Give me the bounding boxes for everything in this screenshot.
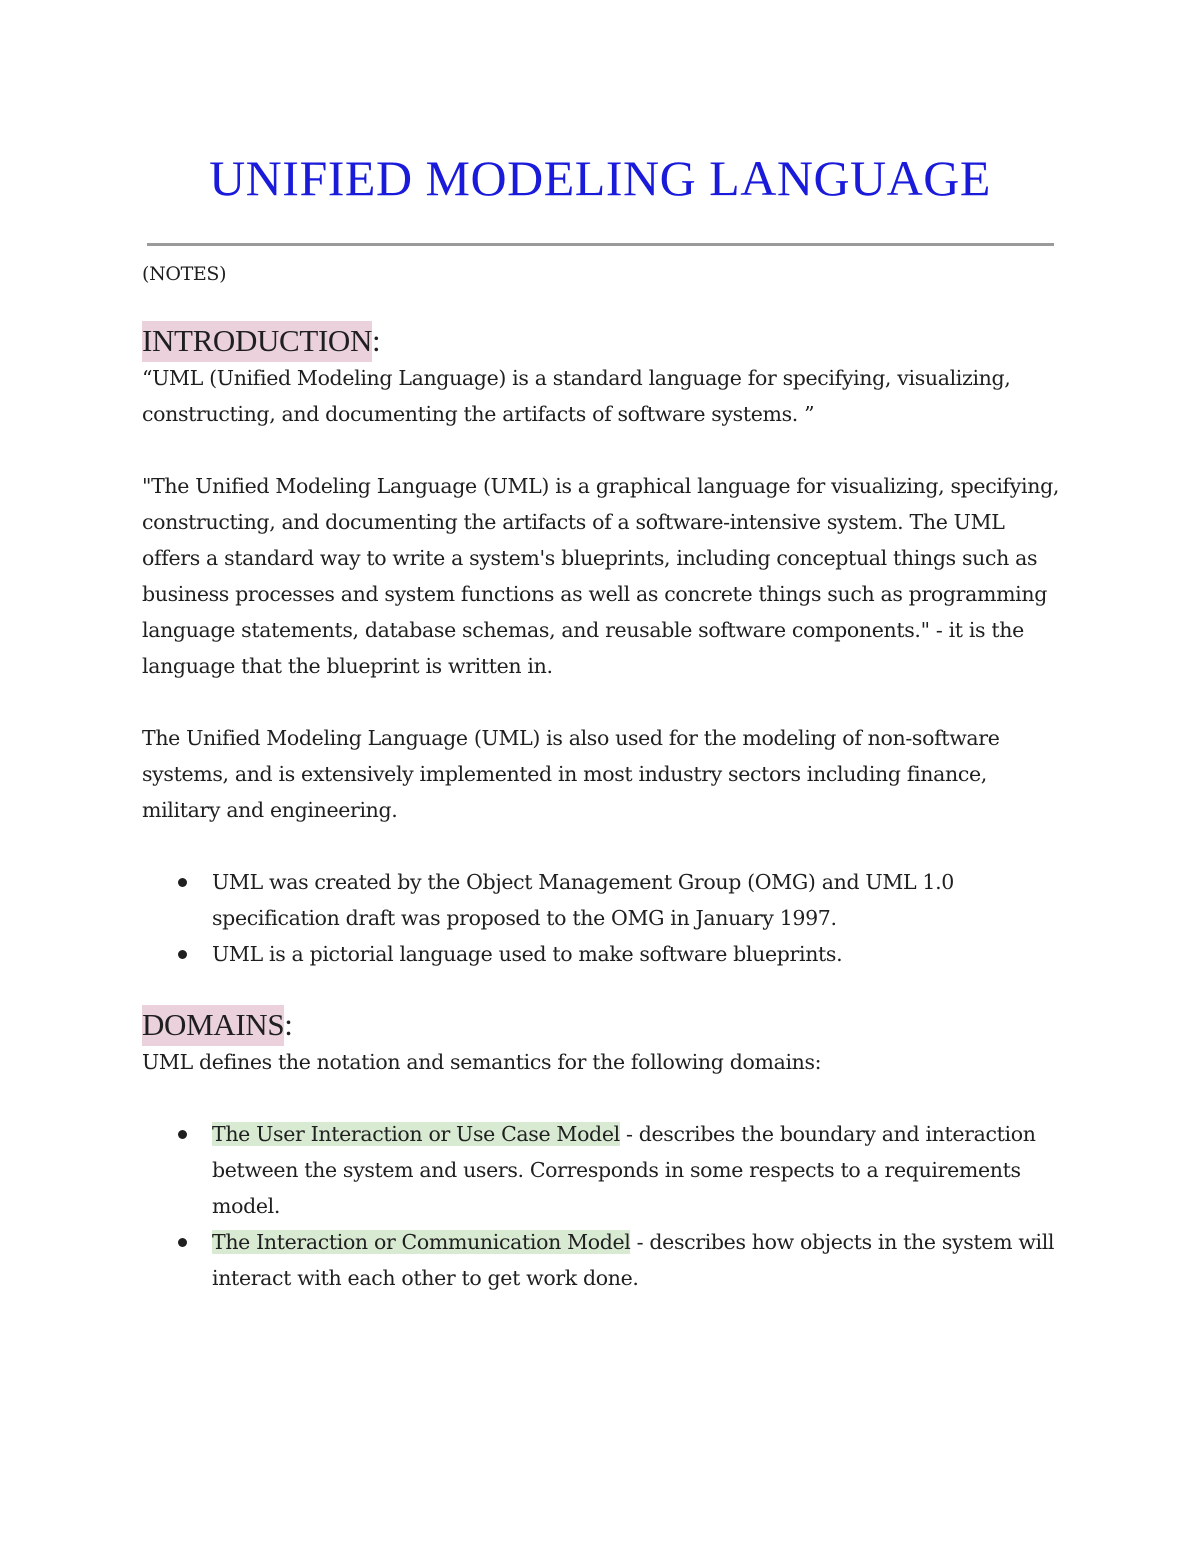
domain-term: The Interaction or Communication Model <box>212 1230 631 1254</box>
intro-paragraph-3: The Unified Modeling Language (UML) is also used for the modeling of non-software systems, and is extensively implemented in most industry sectors including finance, military and engineering. <box>142 726 1000 822</box>
list-item <box>142 864 1062 936</box>
introduction-heading-colon: : <box>372 323 381 358</box>
domain-term: The User Interaction or Use Case Model <box>212 1122 620 1146</box>
intro-bullet-list <box>142 864 1062 972</box>
list-item-text: UML is a pictorial language used to make software blueprints. <box>212 942 843 966</box>
bullet-icon <box>178 950 187 959</box>
document-body <box>142 256 1062 1296</box>
list-item <box>142 1116 1062 1224</box>
domains-heading <box>142 1006 1062 1044</box>
bullet-icon <box>178 878 187 887</box>
domains-heading-text: DOMAINS <box>142 1005 284 1046</box>
domains-heading-colon: : <box>284 1007 293 1042</box>
bullet-icon <box>178 1238 187 1247</box>
list-item <box>142 936 1062 972</box>
title-divider <box>147 243 1054 246</box>
spacer <box>142 828 1062 864</box>
intro-quote-1: “UML (Unified Modeling Language) is a standard language for specifying, visualizing, constructing, and documenting the artifacts of software systems. ” <box>142 366 1011 426</box>
introduction-heading-text: INTRODUCTION <box>142 321 372 362</box>
domains-bullet-list <box>142 1116 1062 1296</box>
intro-quote-2: "The Unified Modeling Language (UML) is a graphical language for visualizing, specifying, constructing, and documenting the artifacts of a software-intensive system. The UML offers a standard way to write a system's blueprints, including conceptual things such as business processes and system functions as well as concrete things such as programming language statements, database schemas, and reusable software components." - it is the language that the blueprint is written in. <box>142 474 1060 678</box>
list-item-text: UML was created by the Object Management Group (OMG) and UML 1.0 specification draft was proposed to the OMG in January 1997. <box>212 870 954 930</box>
document-title: UNIFIED MODELING LANGUAGE <box>209 150 991 206</box>
domain-description: - describes the boundary and interaction between the system and users. Corresponds in some respects to a requirements model. <box>212 1122 1036 1218</box>
spacer <box>142 1080 1062 1116</box>
introduction-heading <box>142 322 1062 360</box>
notes-label: (NOTES) <box>142 263 227 285</box>
spacer <box>142 684 1062 720</box>
bullet-icon <box>178 1130 187 1139</box>
domain-description: - describes how objects in the system will interact with each other to get work done. <box>212 1230 1055 1290</box>
domains-intro: UML defines the notation and semantics for the following domains: <box>142 1050 822 1074</box>
list-item <box>142 1224 1062 1296</box>
spacer <box>142 432 1062 468</box>
